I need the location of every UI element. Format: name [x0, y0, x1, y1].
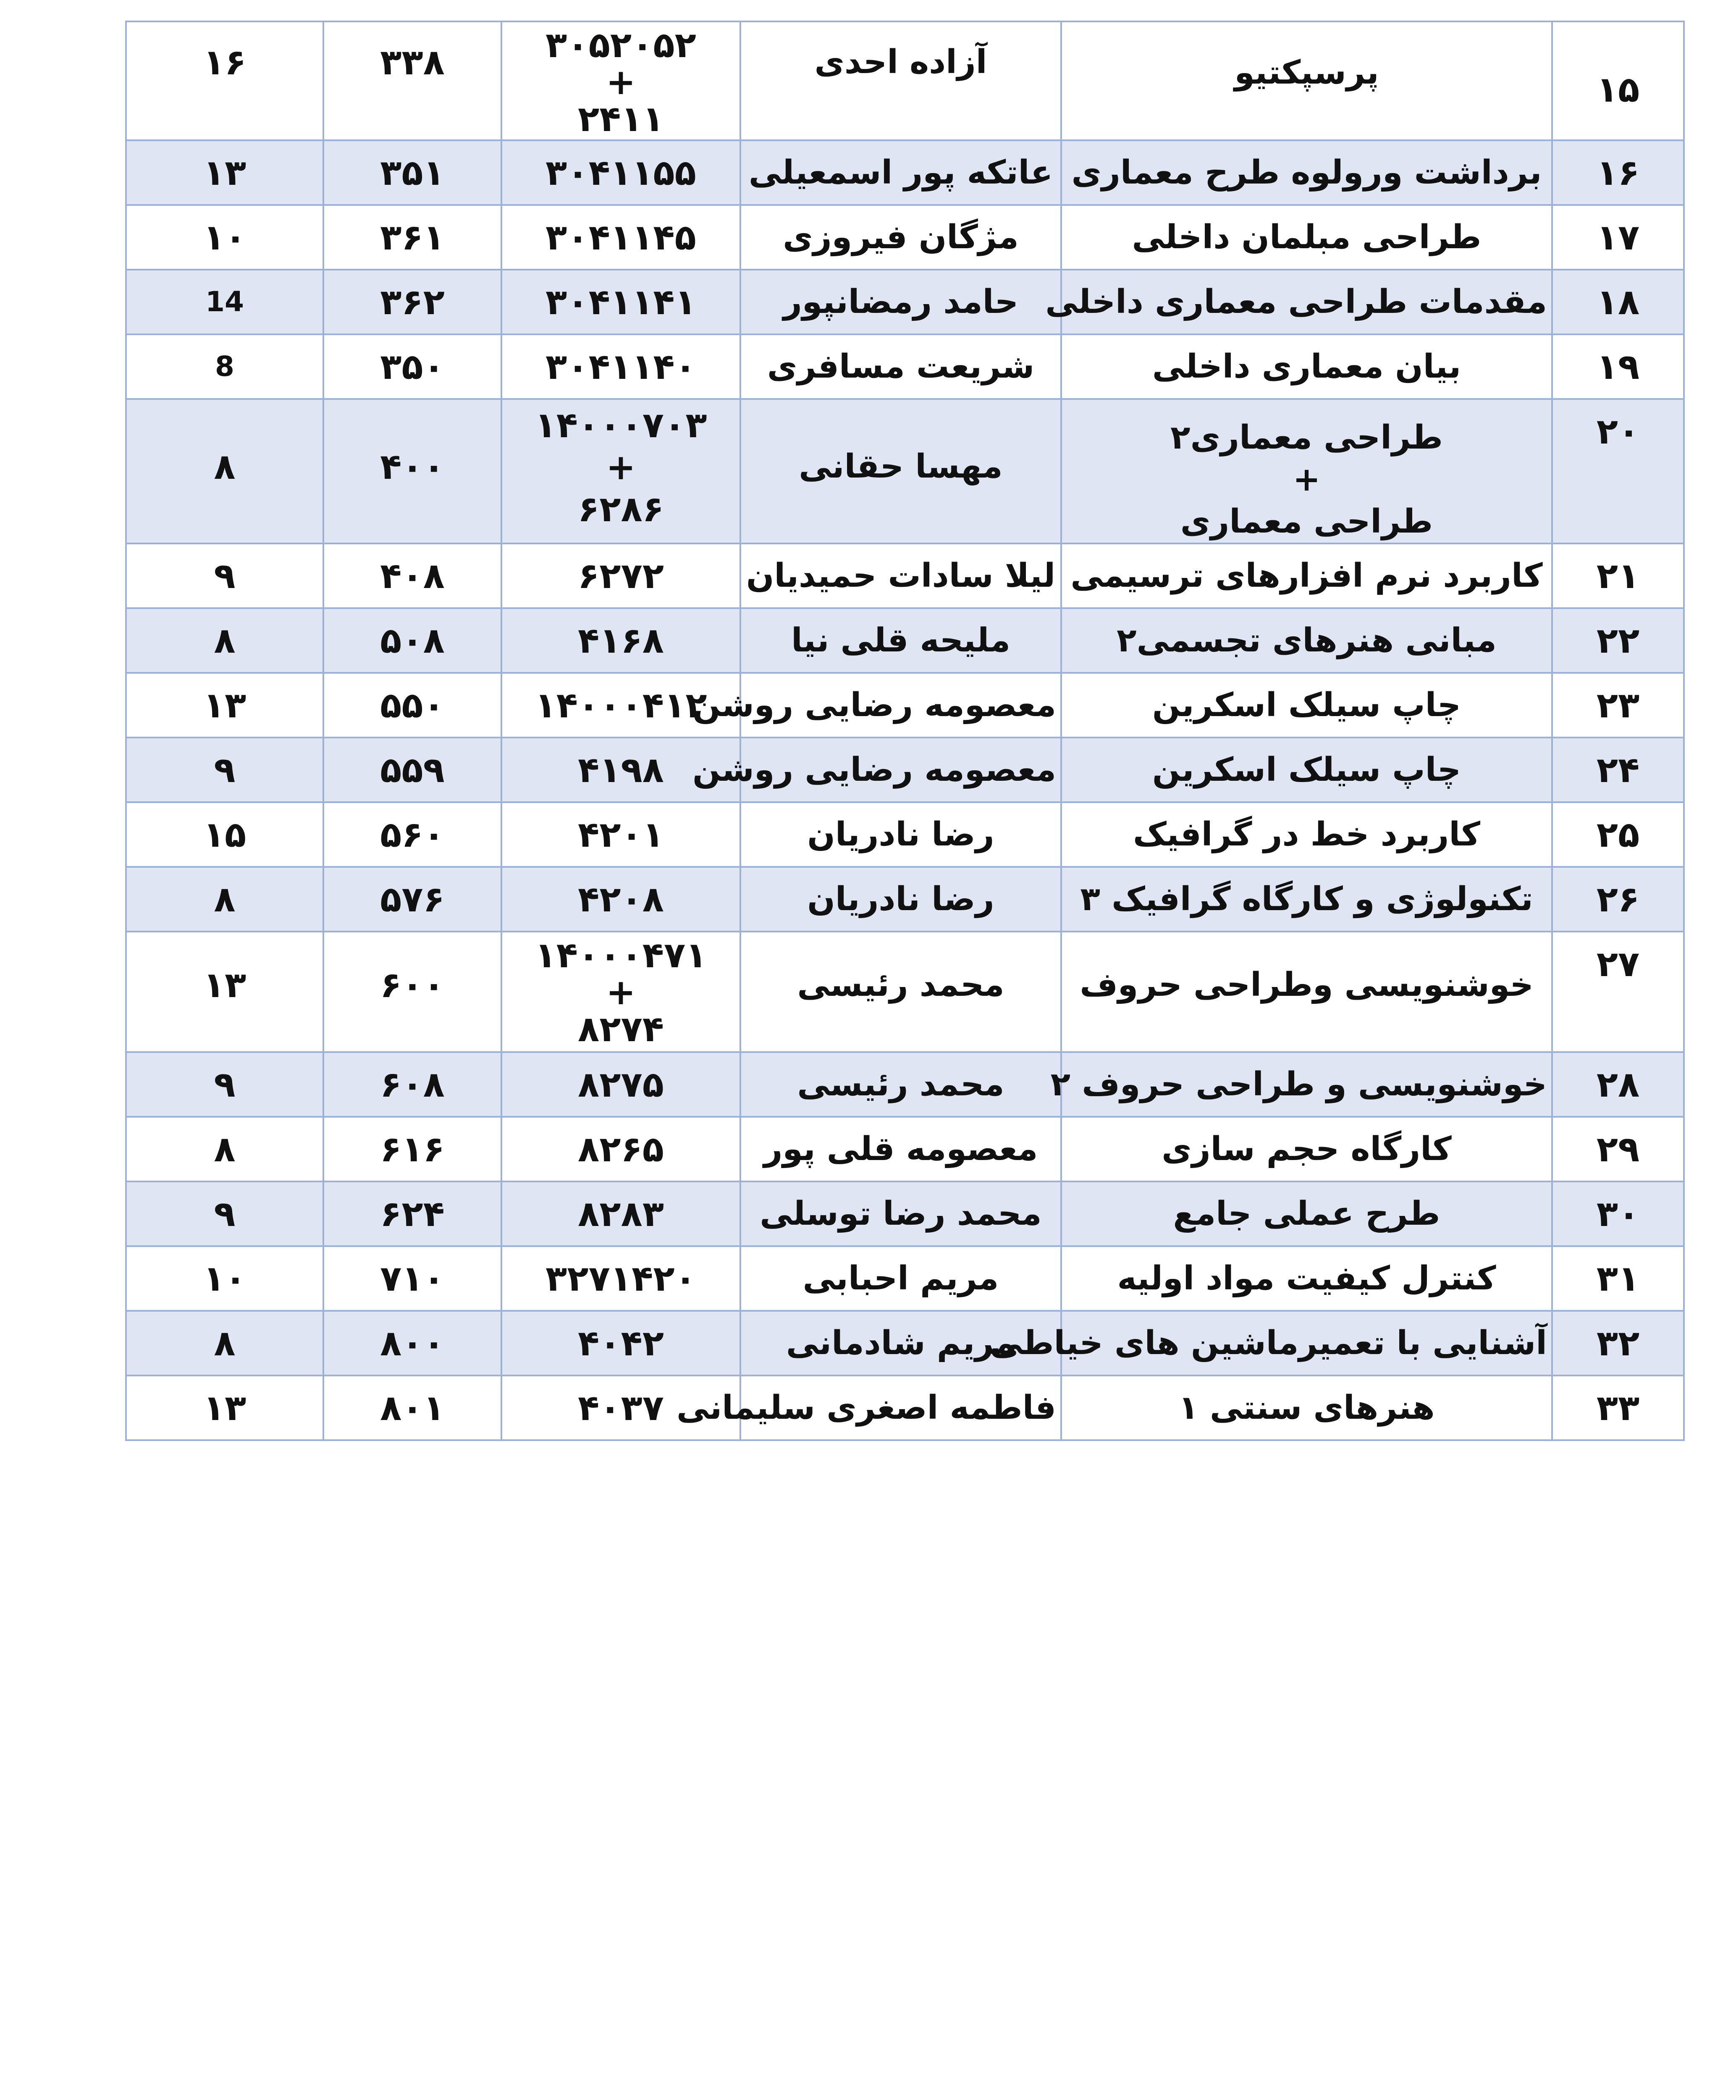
cell-course-title — [1061, 1117, 1552, 1181]
cell-course-code-line: ۸۲۸۳ — [577, 1193, 664, 1234]
cell-class-number — [323, 738, 501, 802]
cell-course-code — [501, 932, 740, 1052]
cell-count — [126, 932, 323, 1052]
cell-count-text: ۱۳ — [203, 1387, 247, 1428]
cell-count-text: ۱۰ — [203, 217, 247, 258]
cell-course-title-line: مقدمات طراحی معماری داخلی — [1045, 283, 1547, 321]
cell-course-title-line: کاربرد خط در گرافیک — [1133, 816, 1480, 853]
cell-course-code-line: ۴۲۰۸ — [577, 879, 664, 920]
cell-row-number — [1552, 140, 1684, 205]
cell-count — [126, 399, 323, 543]
cell-course-code — [501, 802, 740, 867]
cell-teacher — [740, 802, 1061, 867]
cell-course-code-line: ۱۴۰۰۰۴۱۲ — [535, 685, 707, 726]
cell-course-code-line: + — [606, 446, 636, 488]
cell-course-code-line: ۴۰۳۷ — [577, 1387, 664, 1428]
cell-class-number — [323, 1246, 501, 1311]
cell-course-title — [1061, 608, 1552, 673]
course-schedule-table — [125, 21, 1685, 1441]
cell-count — [126, 673, 323, 738]
cell-count-text: ۱۶ — [203, 42, 247, 83]
cell-course-title — [1061, 1181, 1552, 1246]
cell-count — [126, 334, 323, 399]
cell-teacher-text: معصومه قلی پور — [763, 1130, 1038, 1168]
cell-class-number-text: ۳۶۱ — [380, 217, 445, 258]
cell-course-code-line: ۴۱۹۸ — [577, 749, 664, 790]
cell-row-number-text: ۲۰ — [1596, 411, 1640, 452]
cell-course-code-line: ۳۰۴۱۱۴۱ — [545, 281, 696, 323]
cell-course-title-line: برداشت ورولوه طرح معماری — [1071, 154, 1542, 192]
cell-teacher-text: رضا نادریان — [807, 816, 994, 853]
cell-row-number-text: ۲۳ — [1596, 685, 1640, 726]
cell-course-title — [1061, 334, 1552, 399]
cell-course-title — [1061, 1246, 1552, 1311]
cell-class-number-text: ۶۰۰ — [380, 964, 445, 1005]
cell-teacher-text: ملیحه قلی نیا — [791, 622, 1011, 659]
cell-teacher — [740, 932, 1061, 1052]
cell-course-code-line: ۴۰۴۲ — [577, 1323, 664, 1364]
cell-course-code-line: ۳۰۴۱۱۴۵ — [545, 217, 696, 258]
cell-teacher — [740, 140, 1061, 205]
cell-row-number — [1552, 802, 1684, 867]
cell-row-number — [1552, 608, 1684, 673]
cell-course-code — [501, 1311, 740, 1376]
cell-course-title — [1061, 802, 1552, 867]
cell-class-number-text: ۵۵۰ — [380, 685, 445, 726]
cell-teacher-text: محمد رئیسی — [797, 966, 1004, 1004]
cell-class-number-text: ۵۶۰ — [380, 814, 445, 855]
cell-teacher-text: معصومه رضایی روشن — [692, 686, 1056, 724]
table-row — [126, 1311, 1684, 1376]
cell-teacher — [692, 673, 1061, 738]
cell-course-code-line: ۳۰۴۱۱۴۰ — [545, 346, 696, 387]
cell-teacher-text: رضا نادریان — [807, 880, 994, 918]
cell-row-number-text: ۲۹ — [1596, 1129, 1640, 1170]
cell-course-code-line: ۸۲۷۴ — [577, 1008, 664, 1050]
table-row — [126, 334, 1684, 399]
cell-teacher — [692, 738, 1061, 802]
cell-course-code — [501, 1052, 740, 1117]
cell-course-code-line: ۱۴۰۰۰۴۷۱ — [535, 934, 707, 976]
cell-class-number-text: ۵۷۶ — [380, 879, 445, 920]
cell-count — [126, 21, 323, 140]
cell-course-title — [1061, 399, 1552, 543]
cell-teacher — [740, 270, 1061, 334]
cell-row-number-text: ۱۸ — [1596, 281, 1640, 323]
cell-course-title — [1061, 21, 1552, 140]
cell-count — [126, 608, 323, 673]
cell-class-number — [323, 1052, 501, 1117]
cell-count-text: 14 — [205, 286, 244, 318]
cell-class-number — [323, 608, 501, 673]
cell-course-code-line: ۶۲۸۶ — [577, 488, 664, 530]
table-row — [126, 140, 1684, 205]
cell-course-title-line: پرسپکتیو — [1234, 54, 1379, 92]
cell-class-number — [323, 673, 501, 738]
cell-course-code — [501, 867, 740, 932]
cell-teacher — [740, 1181, 1061, 1246]
cell-teacher — [740, 1117, 1061, 1181]
cell-teacher — [740, 1246, 1061, 1311]
cell-class-number — [323, 334, 501, 399]
cell-course-code-line: ۱۴۰۰۰۷۰۳ — [535, 404, 707, 446]
cell-count-text: ۱۳ — [203, 685, 247, 726]
table-row — [126, 1246, 1684, 1311]
cell-teacher — [740, 867, 1061, 932]
cell-count-text: ۹ — [214, 749, 236, 790]
cell-class-number-text: ۶۰۸ — [380, 1064, 445, 1105]
cell-course-code — [501, 543, 740, 608]
cell-course-title — [1061, 932, 1552, 1052]
cell-teacher — [740, 1052, 1061, 1117]
cell-course-title — [1045, 270, 1552, 334]
cell-count-text: ۱۳ — [203, 152, 247, 193]
cell-course-code — [501, 1181, 740, 1246]
cell-course-title-line: بیان معماری داخلی — [1152, 348, 1461, 386]
cell-course-title-line: طراحی معماری — [1180, 503, 1433, 541]
cell-teacher-text: آزاده احدی — [814, 43, 987, 81]
cell-count — [126, 1376, 323, 1440]
cell-class-number-text: ۳۳۸ — [380, 42, 445, 83]
cell-course-code — [501, 608, 740, 673]
cell-row-number — [1552, 270, 1684, 334]
cell-row-number — [1552, 738, 1684, 802]
cell-row-number — [1552, 543, 1684, 608]
cell-row-number — [1552, 334, 1684, 399]
cell-course-title — [1061, 543, 1552, 608]
cell-teacher-text: محمد رضا توسلی — [760, 1195, 1042, 1233]
cell-class-number-text: ۷۱۰ — [380, 1258, 445, 1299]
cell-class-number-text: ۶۲۴ — [380, 1193, 445, 1234]
cell-class-number-text: ۵۰۸ — [380, 620, 445, 661]
cell-class-number — [323, 1376, 501, 1440]
table-row — [126, 205, 1684, 270]
cell-row-number — [1552, 1052, 1684, 1117]
table-row — [126, 1117, 1684, 1181]
cell-teacher — [740, 21, 1061, 140]
cell-count-text: ۸ — [214, 879, 236, 920]
table-row — [126, 932, 1684, 1052]
cell-count — [126, 867, 323, 932]
cell-class-number — [323, 270, 501, 334]
cell-course-title-line: طرح عملی جامع — [1173, 1195, 1440, 1233]
cell-course-title — [1061, 673, 1552, 738]
cell-course-code — [501, 1117, 740, 1181]
cell-course-title — [1050, 1052, 1552, 1117]
cell-teacher-text: عاتکه پور اسمعیلی — [748, 154, 1053, 192]
cell-class-number — [323, 867, 501, 932]
cell-teacher-text: مژگان فیروزی — [783, 218, 1019, 256]
cell-course-title-line: مبانی هنرهای تجسمی۲ — [1117, 622, 1497, 659]
cell-count-text: ۸ — [214, 1323, 236, 1364]
cell-row-number — [1552, 932, 1684, 1052]
cell-row-number-text: ۳۲ — [1596, 1323, 1640, 1364]
cell-course-title-line: آشنایی با تعمیرماشین های خیاطی — [990, 1324, 1547, 1362]
cell-course-code — [501, 21, 740, 140]
cell-teacher — [740, 205, 1061, 270]
cell-row-number-text: ۱۹ — [1596, 346, 1640, 387]
cell-course-code-line: ۴۲۰۱ — [577, 814, 664, 855]
cell-teacher-text: مریم شادمانی — [786, 1324, 1016, 1362]
cell-course-code-line: ۴۱۶۸ — [577, 620, 664, 661]
cell-course-title — [1061, 738, 1552, 802]
cell-row-number-text: ۲۷ — [1596, 943, 1640, 984]
cell-course-title — [1061, 205, 1552, 270]
cell-count — [126, 738, 323, 802]
cell-course-title-line: + — [1293, 461, 1321, 499]
cell-teacher-text: معصومه رضایی روشن — [692, 751, 1056, 789]
cell-course-title-line: تکنولوژی و کارگاه گرافیک ۳ — [1080, 880, 1533, 918]
cell-teacher — [740, 399, 1061, 543]
cell-course-code-line: ۳۰۴۱۱۵۵ — [545, 152, 696, 193]
table-row — [126, 270, 1684, 334]
cell-count — [126, 543, 323, 608]
cell-class-number-text: ۳۶۲ — [380, 281, 445, 323]
cell-row-number — [1552, 1117, 1684, 1181]
cell-count-text: ۸ — [214, 620, 236, 661]
table-row — [126, 1181, 1684, 1246]
cell-count-text: ۹ — [214, 1193, 236, 1234]
cell-count-text: 8 — [215, 350, 234, 383]
cell-teacher-text: محمد رئیسی — [797, 1066, 1004, 1103]
cell-class-number-text: ۳۵۰ — [380, 346, 445, 387]
cell-course-title — [1061, 1376, 1552, 1440]
table-row — [126, 1052, 1684, 1117]
cell-count-text: ۱۰ — [203, 1258, 247, 1299]
cell-class-number-text: ۸۰۱ — [380, 1387, 445, 1428]
cell-teacher-text: مریم احبابی — [802, 1260, 999, 1297]
cell-class-number — [323, 140, 501, 205]
cell-course-title-line: طراحی مبلمان داخلی — [1132, 218, 1482, 256]
table-row — [126, 738, 1684, 802]
table-row — [126, 399, 1684, 543]
cell-count — [126, 1052, 323, 1117]
cell-row-number-text: ۱۶ — [1596, 152, 1640, 193]
cell-course-code-line: ۲۴۱۱ — [577, 98, 664, 139]
cell-class-number-text: ۳۵۱ — [380, 152, 445, 193]
cell-course-title-line: هنرهای سنتی ۱ — [1178, 1389, 1435, 1427]
cell-course-code — [501, 399, 740, 543]
cell-teacher-text: مهسا حقانی — [799, 448, 1003, 486]
cell-class-number — [323, 1181, 501, 1246]
cell-class-number — [323, 802, 501, 867]
cell-row-number-text: ۲۵ — [1596, 814, 1640, 855]
cell-row-number — [1552, 399, 1684, 543]
cell-course-title-line: کارگاه حجم سازی — [1162, 1130, 1452, 1168]
cell-row-number — [1552, 1181, 1684, 1246]
cell-teacher-text: لیلا سادات حمیدیان — [746, 557, 1056, 595]
cell-row-number — [1552, 1376, 1684, 1440]
cell-row-number — [1552, 1246, 1684, 1311]
cell-teacher — [740, 608, 1061, 673]
table-row — [126, 802, 1684, 867]
cell-course-code — [501, 205, 740, 270]
table-row — [126, 608, 1684, 673]
cell-course-code — [501, 673, 740, 738]
cell-class-number — [323, 399, 501, 543]
cell-count — [126, 1246, 323, 1311]
cell-teacher-text: حامد رمضانپور — [783, 283, 1019, 321]
cell-course-title — [1061, 867, 1552, 932]
cell-course-title-line: خوشنویسی وطراحی حروف — [1080, 966, 1534, 1004]
cell-course-title-line: کنترل کیفیت مواد اولیه — [1117, 1260, 1496, 1297]
cell-class-number-text: ۶۱۶ — [380, 1129, 445, 1170]
cell-teacher-text: فاطمه اصغری سلیمانی — [676, 1389, 1056, 1427]
cell-course-title — [1061, 140, 1552, 205]
table-body — [126, 21, 1684, 1440]
cell-row-number — [1552, 205, 1684, 270]
cell-teacher — [740, 543, 1061, 608]
table-row — [126, 673, 1684, 738]
cell-class-number — [323, 205, 501, 270]
cell-count-text: ۱۳ — [203, 964, 247, 1005]
cell-count — [126, 140, 323, 205]
cell-class-number — [323, 1117, 501, 1181]
cell-course-title-line: طراحی معماری۲ — [1170, 419, 1443, 457]
cell-class-number-text: ۵۵۹ — [380, 749, 445, 790]
cell-row-number-text: ۲۱ — [1596, 555, 1640, 596]
cell-count — [126, 1181, 323, 1246]
cell-row-number-text: ۲۸ — [1596, 1064, 1640, 1105]
cell-row-number-text: ۱۷ — [1596, 217, 1640, 258]
cell-row-number-text: ۲۴ — [1596, 749, 1640, 790]
table-row — [126, 1376, 1684, 1440]
cell-count-text: ۸ — [214, 1129, 236, 1170]
cell-count — [126, 1311, 323, 1376]
cell-row-number — [1552, 21, 1684, 140]
cell-course-code-line: ۸۲۶۵ — [577, 1129, 664, 1170]
cell-class-number — [323, 21, 501, 140]
cell-count-text: ۱۵ — [203, 814, 247, 855]
cell-row-number-text: ۳۱ — [1596, 1258, 1640, 1299]
cell-count — [126, 270, 323, 334]
cell-teacher-text: شریعت مسافری — [767, 348, 1035, 386]
cell-row-number-text: ۳۳ — [1596, 1387, 1640, 1428]
cell-course-title-line: چاپ سیلک اسکرین — [1152, 686, 1461, 724]
cell-count — [126, 1117, 323, 1181]
cell-count-text: ۹ — [214, 555, 236, 596]
cell-count-text: ۹ — [214, 1064, 236, 1105]
cell-course-code-line: ۸۲۷۵ — [577, 1064, 664, 1105]
cell-course-code-line: ۳۰۵۲۰۵۲ — [545, 24, 696, 66]
table-row — [126, 867, 1684, 932]
cell-row-number-text: ۳۰ — [1596, 1193, 1640, 1234]
cell-row-number — [1552, 867, 1684, 932]
cell-teacher — [740, 1311, 1061, 1376]
cell-count — [126, 802, 323, 867]
cell-class-number — [323, 932, 501, 1052]
cell-class-number-text: ۴۰۸ — [380, 555, 445, 596]
cell-course-title — [990, 1311, 1552, 1376]
cell-course-code-line: ۳۲۷۱۴۲۰ — [545, 1258, 696, 1299]
cell-course-code-line: + — [606, 971, 636, 1013]
cell-class-number — [323, 543, 501, 608]
cell-class-number-text: ۴۰۰ — [380, 446, 445, 487]
cell-count — [126, 205, 323, 270]
table-row — [126, 543, 1684, 608]
cell-row-number — [1552, 673, 1684, 738]
cell-row-number-text: ۲۲ — [1596, 620, 1640, 661]
cell-course-code-line: ۶۲۷۲ — [577, 555, 664, 596]
cell-course-code — [501, 1246, 740, 1311]
cell-row-number-text: ۲۶ — [1596, 879, 1640, 920]
cell-count-text: ۸ — [214, 446, 236, 487]
cell-course-code — [501, 270, 740, 334]
cell-row-number-text: ۱۵ — [1596, 68, 1640, 110]
cell-course-code-line: + — [606, 61, 636, 102]
cell-course-code — [501, 334, 740, 399]
cell-course-code — [501, 140, 740, 205]
cell-teacher — [676, 1376, 1061, 1440]
cell-row-number — [1552, 1311, 1684, 1376]
cell-class-number-text: ۸۰۰ — [380, 1323, 445, 1364]
cell-class-number — [323, 1311, 501, 1376]
cell-course-title-line: خوشنویسی و طراحی حروف ۲ — [1050, 1066, 1547, 1103]
cell-course-title-line: کاربرد نرم افزارهای ترسیمی — [1070, 557, 1543, 595]
table-row — [126, 21, 1684, 140]
cell-teacher — [740, 334, 1061, 399]
cell-course-title-line: چاپ سیلک اسکرین — [1152, 751, 1461, 789]
